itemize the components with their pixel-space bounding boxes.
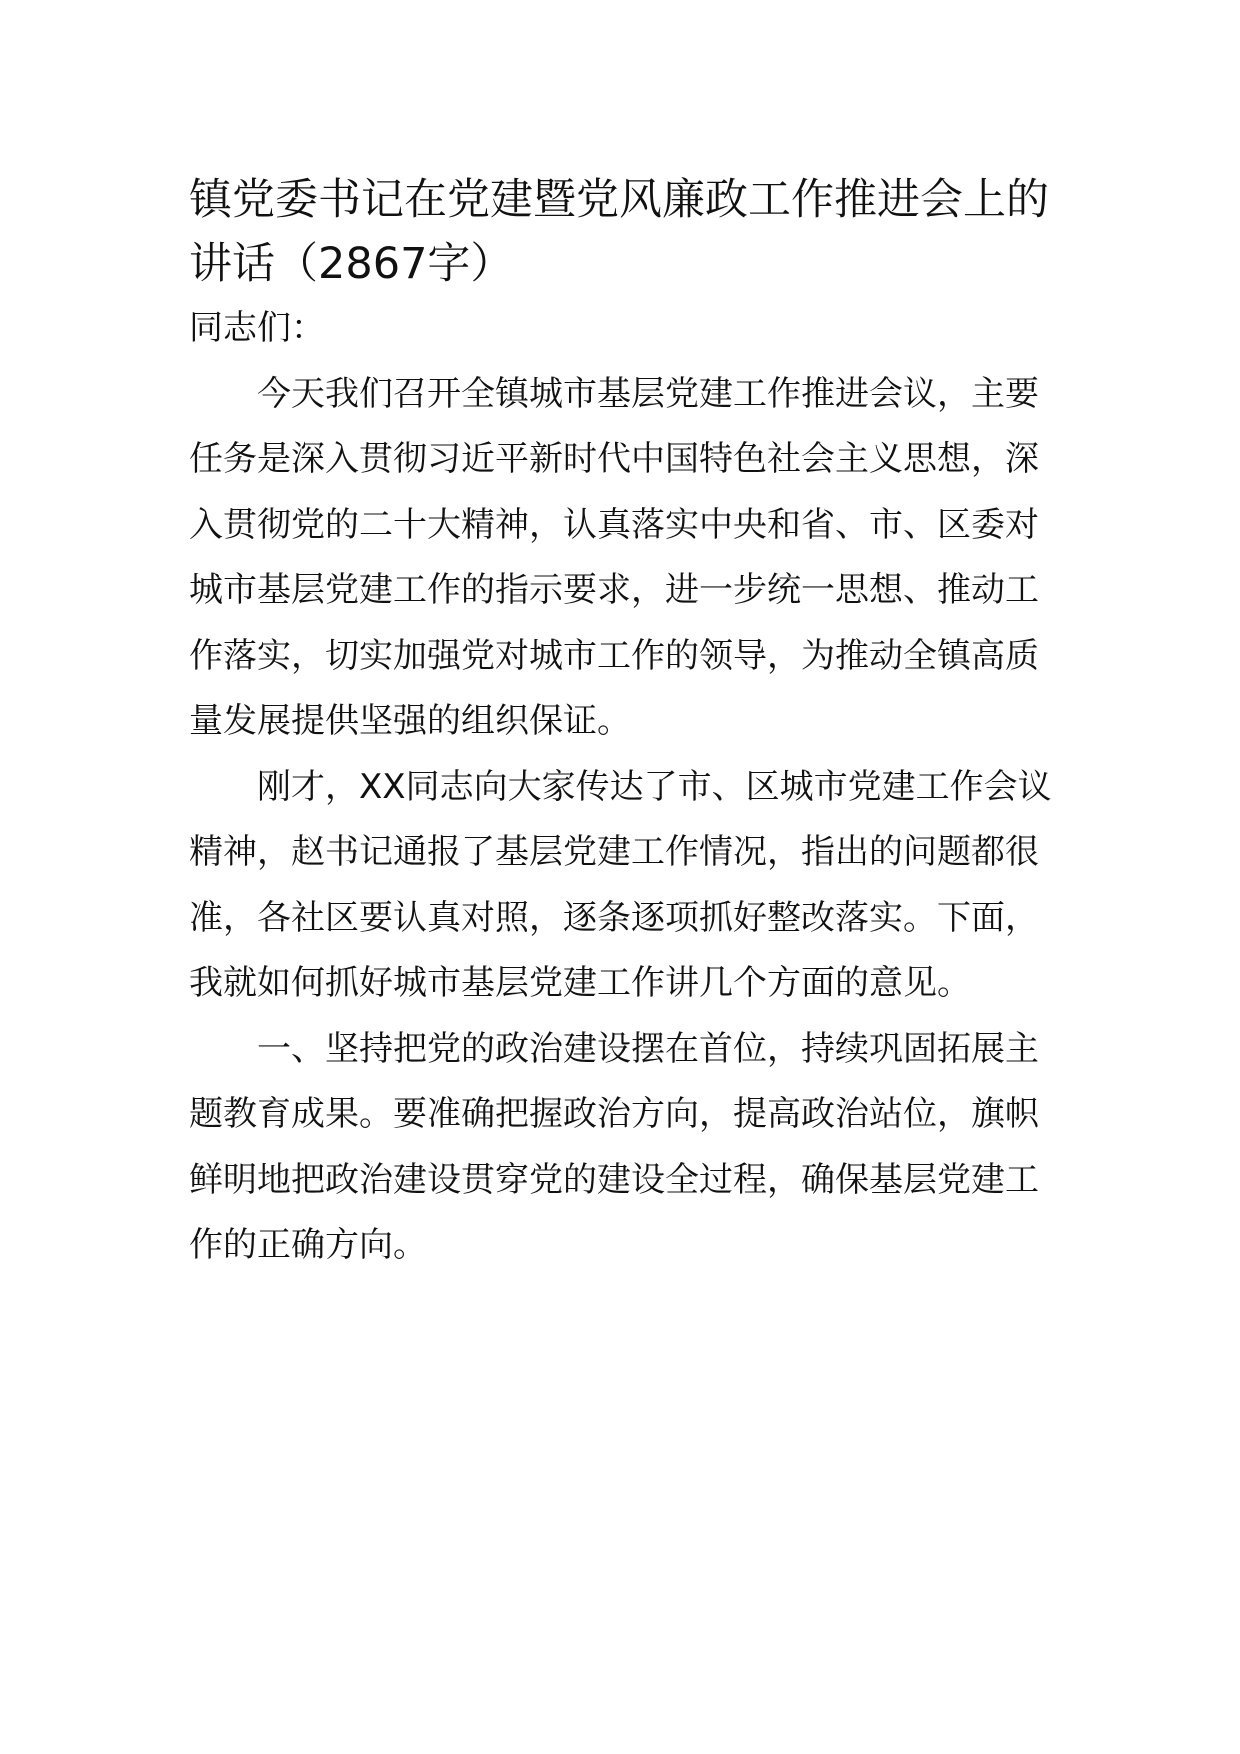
- paragraph-3: [189, 1017, 1061, 1279]
- paragraph-1: [189, 362, 1061, 755]
- paragraph-line: 作的正确方向。: [189, 1225, 427, 1265]
- paragraph-line: 入贯彻党的二十大精神，认真落实中央和省、市、区委对: [189, 504, 1039, 545]
- salutation: [189, 296, 1061, 362]
- paragraph-line: 一、坚持把党的政治建设摆在首位，持续巩固拓展主: [257, 1028, 1039, 1069]
- salutation-text: 同志们：: [189, 308, 325, 348]
- paragraph-line: 今天我们召开全镇城市基层党建工作推进会议，主要: [257, 373, 1039, 414]
- title-line: 镇党委书记在党建暨党风廉政工作推进会上的: [189, 175, 1049, 225]
- paragraph-line: 城市基层党建工作的指示要求，进一步统一思想、推动工: [189, 570, 1039, 610]
- paragraph-2: [189, 755, 1061, 1017]
- paragraph-line: 鲜明地把政治建设贯穿党的建设全过程，确保基层党建工: [189, 1159, 1039, 1200]
- document-body: [189, 168, 1061, 1279]
- paragraph-line: 量发展提供坚强的组织保证。: [189, 701, 631, 741]
- title-line: 讲话（2867字）: [189, 239, 514, 289]
- paragraph-line: 刚才，XX同志向大家传达了市、区城市党建工作会议: [257, 766, 1052, 807]
- paragraph-line: 精神，赵书记通报了基层党建工作情况，指出的问题都很: [189, 832, 1039, 872]
- paragraph-line: 准，各社区要认真对照，逐条逐项抓好整改落实。下面，: [189, 897, 1039, 938]
- paragraph-line: 题教育成果。要准确把握政治方向，提高政治站位，旗帜: [189, 1094, 1039, 1134]
- paragraph-line: 我就如何抓好城市基层党建工作讲几个方面的意见。: [189, 963, 971, 1003]
- paragraph-line: 任务是深入贯彻习近平新时代中国特色社会主义思想，深: [189, 439, 1039, 479]
- document-title: [189, 168, 1061, 296]
- paragraph-line: 作落实，切实加强党对城市工作的领导，为推动全镇高质: [189, 635, 1039, 676]
